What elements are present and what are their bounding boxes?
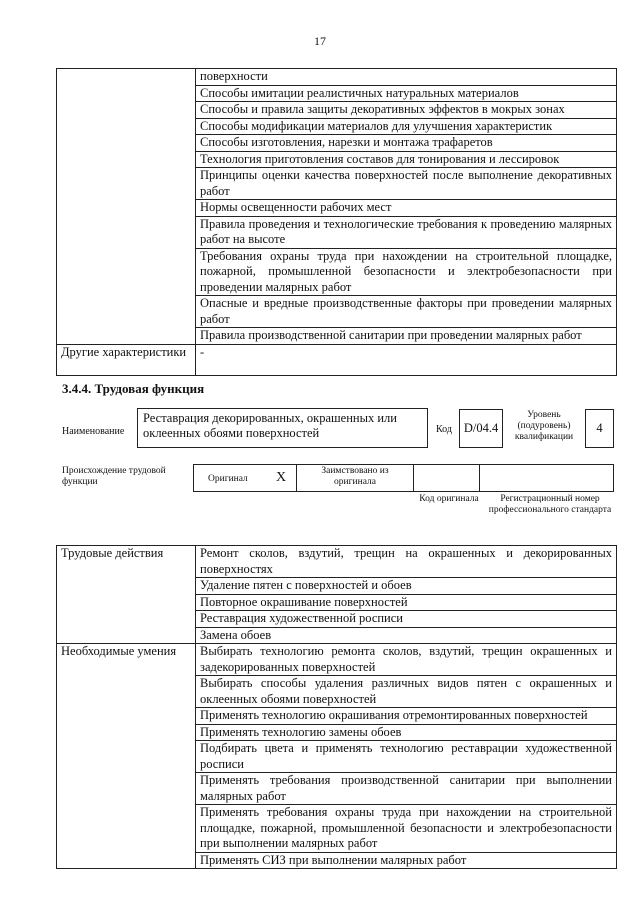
table-cell: Принципы оценки качества поверхностей после выполнение декоративных работ — [196, 168, 617, 200]
borrowed-label: Заимствовано из оригинала — [321, 466, 389, 487]
table-cell: Замена обоев — [196, 627, 617, 644]
table-cell: Опасные и вредные производственные факторы при проведении малярных работ — [196, 296, 617, 328]
original-mark: X — [276, 470, 287, 485]
empty-label-cell — [57, 69, 196, 345]
required-skills-label: Необходимые умения — [57, 644, 196, 869]
origin-label: Происхождение трудовой функции — [62, 466, 166, 487]
table-cell: Применять СИЗ при выполнении малярных работ — [196, 852, 617, 869]
page-number: 17 — [314, 34, 326, 48]
table-cell: Реставрация художественной росписи — [196, 611, 617, 628]
table-row — [57, 344, 617, 375]
section-title: 3.4.4. Трудовая функция — [62, 381, 205, 396]
table-cell: Удаление пятен с поверхностей и обоев — [196, 578, 617, 595]
divider — [479, 464, 480, 492]
name-label: Наименование — [62, 426, 125, 437]
table-cell: Правила производственной санитарии при проведении малярных работ — [196, 328, 617, 345]
table-cell: Применять требования производственной санитарии при выполнении малярных работ — [196, 773, 617, 805]
actions-skills-table — [56, 545, 617, 869]
table-cell: Требования охраны труда при нахождении на строительной площадке, пожарной, промышленной безопасности и электробезопасности при проведении малярных работ — [196, 248, 617, 296]
table-row — [57, 546, 617, 578]
function-code-box: D/04.4 — [459, 409, 503, 448]
knowledge-table — [56, 68, 617, 376]
table-cell: Ремонт сколов, вздутий, трещин на окрашенных и декорированных поверхностях — [196, 546, 617, 578]
table-cell: Способы и правила защиты декоративных эффектов в мокрых зонах — [196, 102, 617, 119]
other-characteristics-label: Другие характеристики — [57, 344, 196, 375]
other-characteristics-value: - — [196, 344, 617, 375]
table-cell: Применять технологию окрашивания отремонтированных поверхностей — [196, 708, 617, 725]
divider — [296, 464, 297, 492]
labor-actions-label: Трудовые действия — [57, 546, 196, 644]
code-label: Код — [436, 424, 452, 435]
table-row — [57, 644, 617, 676]
table-cell: Способы имитации реалистичных натуральных материалов — [196, 85, 617, 102]
table-cell: Подбирать цвета и применять технологию реставрации художественной росписи — [196, 741, 617, 773]
function-name-box: Реставрация декорированных, окрашенных или оклеенных обоями поверхностей — [137, 408, 428, 448]
original-label: Оригинал — [208, 474, 248, 484]
table-cell: Технология приготовления составов для тонирования и лессировок — [196, 151, 617, 168]
table-cell: Способы изготовления, нарезки и монтажа трафаретов — [196, 135, 617, 152]
table-cell: Применять технологию замены обоев — [196, 724, 617, 741]
table-cell: Нормы освещенности рабочих мест — [196, 200, 617, 217]
table-cell: Способы модификации материалов для улучшения характеристик — [196, 118, 617, 135]
table-cell: Выбирать технологию ремонта сколов, вздутий, трещин окрашенных и задекорированных поверхностей — [196, 644, 617, 676]
table-cell: Повторное окрашивание поверхностей — [196, 594, 617, 611]
code-original-label: Код оригинала — [419, 494, 479, 504]
table-cell: Применять требования охраны труда при нахождении на строительной площадке, пожарной, промышленной безопасности и электробезопасности при выполнении малярных работ — [196, 805, 617, 853]
level-label: Уровень (подуровень) квалификации — [514, 410, 574, 442]
table-cell: поверхности — [196, 69, 617, 86]
reg-number-label: Регистрационный номер профессионального стандарта — [488, 494, 612, 515]
table-cell: Правила проведения и технологические требования к проведению малярных работ на высоте — [196, 216, 617, 248]
table-cell: Выбирать способы удаления различных видов пятен с окрашенных и оклеенных обоями поверхностей — [196, 676, 617, 708]
divider — [413, 464, 414, 492]
level-value-box: 4 — [585, 409, 614, 448]
table-row — [57, 69, 617, 86]
